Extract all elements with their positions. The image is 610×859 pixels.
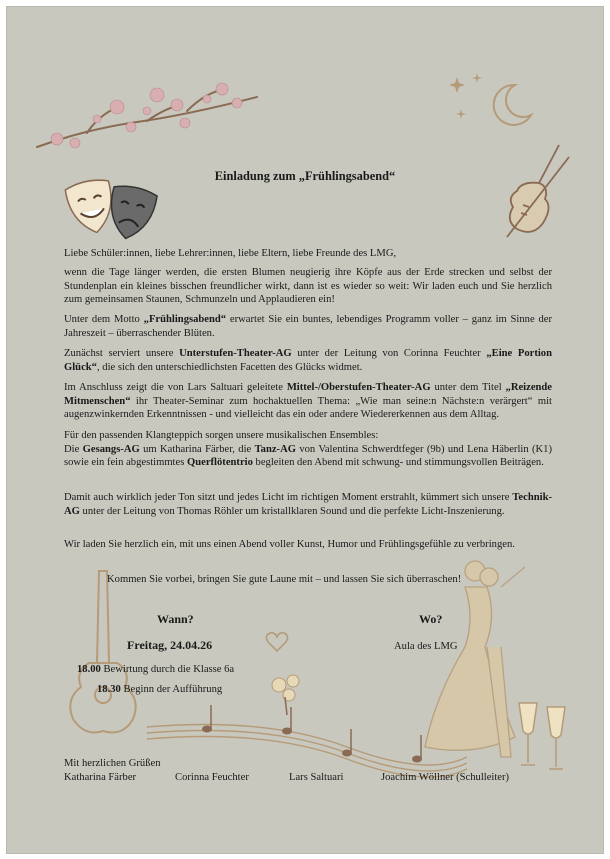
invitation-title: Einladung zum „Frühlingsabend“ <box>214 169 396 183</box>
star-icon <box>447 71 517 131</box>
cherry-blossom-branch-icon <box>27 77 267 167</box>
theater-masks-icon <box>61 175 161 245</box>
event-location: Aula des LMG <box>394 641 458 652</box>
champagne-glasses-icon <box>513 697 573 777</box>
paragraph-ensembles: Für den passenden Klangteppich sorgen unsere musikalischen Ensembles: Die Gesangs-AG um Katharina Färber, die Tanz-AG von Valentina Schwerdtfeger (9b) und Lena Häberlin (K1) sowie ein fein abgestimmtes Querflötentrio begleiten den Abend mit schwung- und stimmungsvollen Beiträgen. <box>64 430 552 469</box>
greeting: Liebe Schüler:innen, liebe Lehrer:innen, liebe Eltern, liebe Freunde des LMG, <box>64 248 397 259</box>
event-date: Freitag, 24.04.26 <box>127 638 213 652</box>
paragraph-unterstufe: Zunächst serviert unsere Unterstufen-Theater-AG unter der Leitung von Corinna Feuchter „Eine Portion Glück“, die sich den unterschiedlichsten Facetten des Glücks widmet. <box>64 348 552 373</box>
paragraph-intro: wenn die Tage länger werden, die ersten Blumen neugierig ihre Köpfe aus der Erde strecken und selbst der Stundenplan ein kleines bisschen freundlicher wirkt, dann ist es wieder so weit: Wir laden euch und Sie herzlich zum gemeinsamen Staunen, Schmunzeln und Applaudieren ein! <box>64 267 552 306</box>
signature-saltuari: Lars Saltuari <box>289 772 344 783</box>
signature-woellner: Joachim Wöllner (Schulleiter) <box>381 772 510 783</box>
heart-icon <box>265 631 289 653</box>
paragraph-oberstufe: Im Anschluss zeigt die von Lars Saltuari geleitete Mittel-/Oberstufen-Theater-AG unter dem Titel „Reizende Mitmenschen“ ihr Theater-Seminar zum hochaktuellen Thema: „Wie man seine:n Nächste:n verärgert“ mit augenzwinkernden Erkenntnissen - und vielleicht das ein oder andere Wiedererkennen aus dem Alltag. <box>64 382 553 421</box>
paragraph-invite: Wir laden Sie herzlich ein, mit uns einen Abend voller Kunst, Humor und Frühlingsgefühle zu verbringen. <box>64 539 515 550</box>
schedule-item-2: 18.30 Beginn der Aufführung <box>97 684 223 695</box>
invitation-page <box>6 6 604 854</box>
closing-greeting: Mit herzlichen Grüßen <box>64 758 161 769</box>
violin-icon <box>499 137 579 247</box>
when-heading: Wann? <box>157 612 194 626</box>
paragraph-motto: Unter dem Motto „Frühlingsabend“ erwartet Sie ein buntes, lebendiges Programm voller – ganz im Sinne der Jahreszeit – überraschender Blüten. <box>64 314 552 339</box>
schedule-item-1: 18.00 Bewirtung durch die Klasse 6a <box>77 664 235 675</box>
signature-feuchter: Corinna Feuchter <box>175 772 249 783</box>
signature-faerber: Katharina Färber <box>64 772 137 783</box>
paragraph-technik: Damit auch wirklich jeder Ton sitzt und jedes Licht im richtigen Moment erstrahlt, kümmert sich unsere Technik-AG unter der Leitung von Thomas Röhler um kristallklaren Sound und die perfekte Licht-Inszenierung. <box>64 492 552 517</box>
where-heading: Wo? <box>419 612 443 626</box>
closing-line: Kommen Sie vorbei, bringen Sie gute Laune mit – und lassen Sie sich überraschen! <box>107 574 462 585</box>
